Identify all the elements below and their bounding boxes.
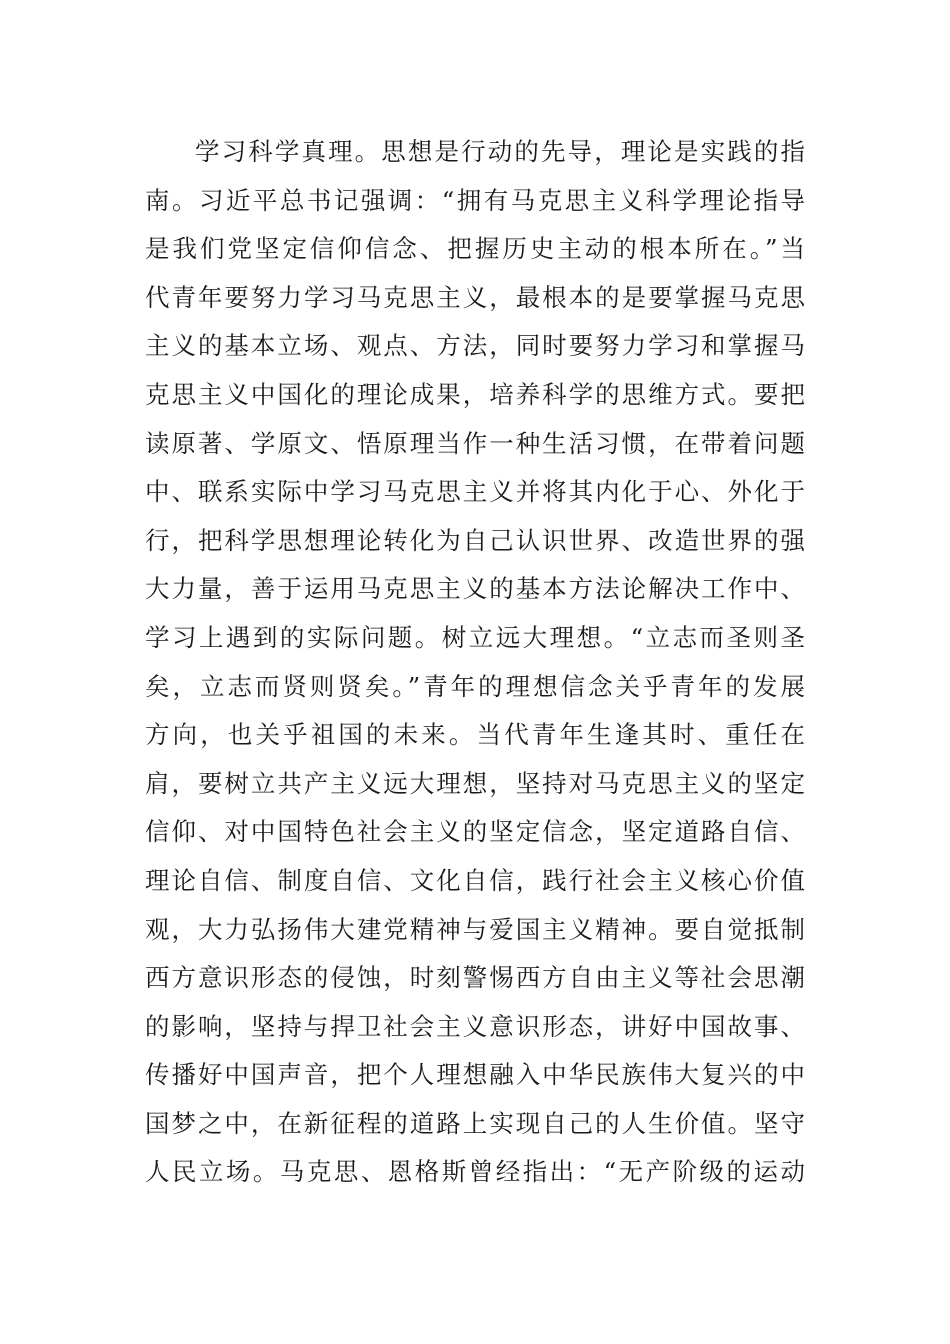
- paragraph-line: 理论自信、制度自信、文化自信，践行社会主义核心价值: [145, 865, 805, 895]
- paragraph-line: 信仰、对中国特色社会主义的坚定信念，坚定道路自信、: [145, 817, 805, 847]
- paragraph-line: 国梦之中，在新征程的道路上实现自己的人生价值。坚守: [145, 1108, 805, 1138]
- paragraph-line: 中、联系实际中学习马克思主义并将其内化于心、外化于: [145, 477, 805, 507]
- paragraph-line: 是我们党坚定信仰信念、把握历史主动的根本所在。”当: [145, 234, 805, 264]
- body-paragraph: [145, 128, 805, 1197]
- paragraph-line: 读原著、学原文、悟原理当作一种生活习惯，在带着问题: [145, 428, 805, 458]
- paragraph-line: 的影响，坚持与捍卫社会主义意识形态，讲好中国故事、: [145, 1011, 805, 1041]
- paragraph-line: 矣，立志而贤则贤矣。”青年的理想信念关乎青年的发展: [145, 671, 805, 701]
- paragraph-line: 大力量，善于运用马克思主义的基本方法论解决工作中、: [145, 574, 805, 604]
- paragraph-line: 学习上遇到的实际问题。树立远大理想。“立志而圣则圣: [145, 622, 805, 652]
- paragraph-line: 代青年要努力学习马克思主义，最根本的是要掌握马克思: [145, 282, 805, 312]
- paragraph-line: 方向，也关乎祖国的未来。当代青年生逢其时、重任在: [145, 720, 805, 750]
- paragraph-line: 肩，要树立共产主义远大理想，坚持对马克思主义的坚定: [145, 768, 805, 798]
- paragraph-line: 传播好中国声音，把个人理想融入中华民族伟大复兴的中: [145, 1060, 805, 1090]
- paragraph-line: 观，大力弘扬伟大建党精神与爱国主义精神。要自觉抵制: [145, 914, 805, 944]
- paragraph-line: 人民立场。马克思、恩格斯曾经指出：“无产阶级的运动: [145, 1157, 805, 1187]
- paragraph-line: 南。习近平总书记强调：“拥有马克思主义科学理论指导: [145, 185, 805, 215]
- paragraph-line: 行，把科学思想理论转化为自己认识世界、改造世界的强: [145, 525, 805, 555]
- paragraph-line: 西方意识形态的侵蚀，时刻警惕西方自由主义等社会思潮: [145, 963, 805, 993]
- paragraph-line: 主义的基本立场、观点、方法，同时要努力学习和掌握马: [145, 331, 805, 361]
- paragraph-line: 学习科学真理。思想是行动的先导，理论是实践的指: [195, 137, 805, 166]
- paragraph-line: 克思主义中国化的理论成果，培养科学的思维方式。要把: [145, 379, 805, 409]
